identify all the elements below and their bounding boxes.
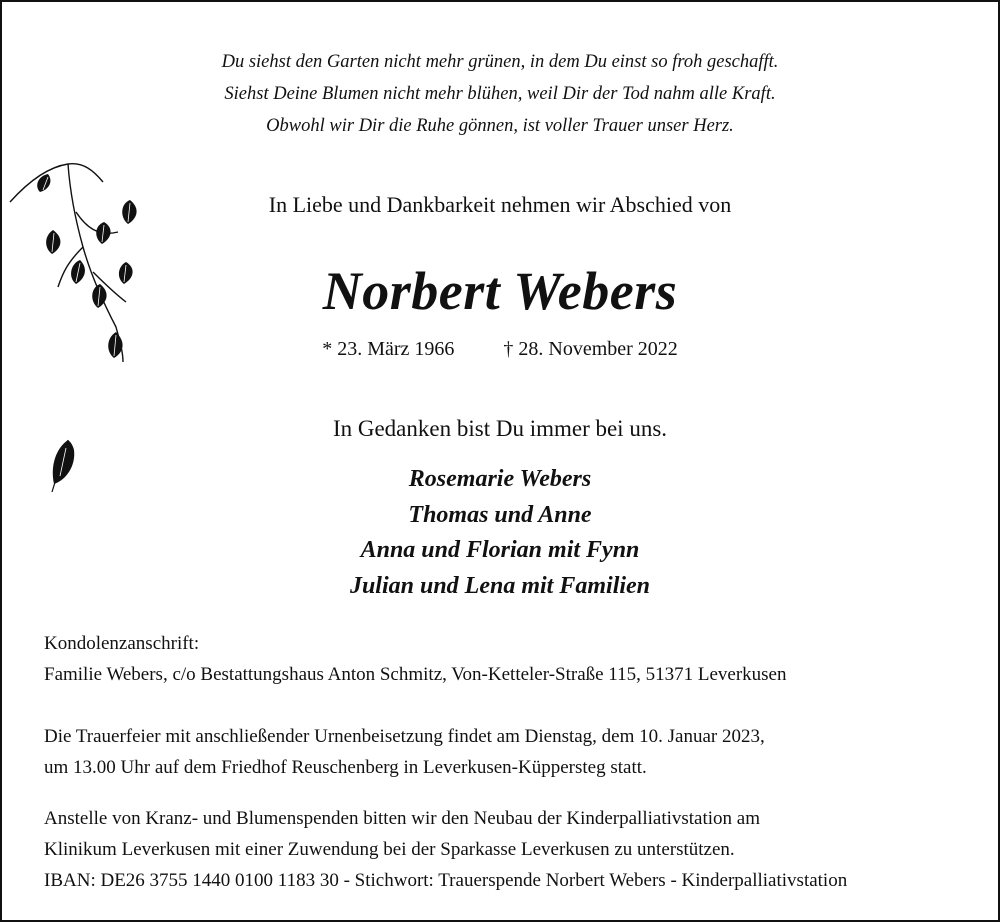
- mourner: Julian und Lena mit Familien: [349, 572, 651, 599]
- condolence-address: [44, 628, 786, 690]
- donation-iban: IBAN: DE26 3755 1440 0100 1183 30 - Stichwort: Trauerspende Norbert Webers - Kinderpalliativstation: [44, 870, 848, 891]
- mourner: Thomas und Anne: [408, 501, 592, 528]
- memorial-phrase: In Gedanken bist Du immer bei uns.: [332, 416, 668, 441]
- poem-line: Siehst Deine Blumen nicht mehr blühen, weil Dir der Tod nahm alle Kraft.: [224, 84, 776, 104]
- donation-info: [44, 803, 847, 896]
- mourners-list: [2, 462, 998, 604]
- mourner: Rosemarie Webers: [408, 466, 592, 492]
- donation-line: Klinikum Leverkusen mit einer Zuwendung bei der Sparkasse Leverkusen zu unterstützen.: [44, 839, 735, 860]
- birth-date: * 23. März 1966: [322, 338, 455, 360]
- poem-line: Obwohl wir Dir die Ruhe gönnen, ist voller Trauer unser Herz.: [266, 116, 734, 136]
- mourner: Anna und Florian mit Fynn: [360, 537, 640, 563]
- farewell-intro: In Liebe und Dankbarkeit nehmen wir Abschied von: [268, 192, 732, 217]
- deceased-name: Norbert Webers: [322, 261, 678, 321]
- poem-line: Du siehst den Garten nicht mehr grünen, in dem Du einst so froh geschafft.: [221, 52, 779, 72]
- condolence-address-text: Familie Webers, c/o Bestattungshaus Anton Schmitz, Von-Ketteler-Straße 115, 51371 Leverkusen: [44, 664, 787, 685]
- donation-line: Anstelle von Kranz- und Blumenspenden bitten wir den Neubau der Kinderpalliativstation am: [44, 808, 761, 829]
- life-dates: [2, 338, 998, 361]
- condolence-label: Kondolenzanschrift:: [44, 633, 200, 654]
- funeral-info: [44, 721, 765, 783]
- death-date: † 28. November 2022: [503, 338, 678, 360]
- funeral-line: Die Trauerfeier mit anschließender Urnenbeisetzung findet am Dienstag, dem 10. Januar 2023,: [44, 726, 765, 747]
- poem: [2, 46, 998, 142]
- funeral-line: um 13.00 Uhr auf dem Friedhof Reuschenberg in Leverkusen-Küppersteg statt.: [44, 757, 647, 778]
